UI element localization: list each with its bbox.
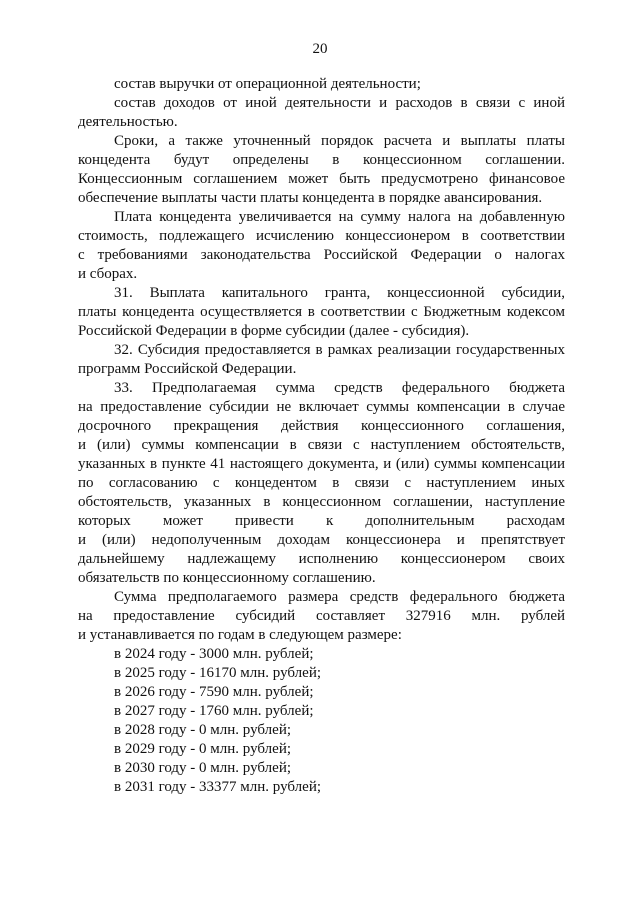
paragraph-other-income [78,94,565,132]
text-line: и (или) недополученным доходам концессионера и препятствует [78,532,565,548]
list-item: в 2029 году - 0 млн. рублей; [114,741,292,757]
text-line: платы концедента осуществляется в соответствии с Бюджетным кодексом [78,304,565,320]
text-line: 31. Выплата капитального гранта, концессионной субсидии, [114,285,565,301]
list-item: в 2026 году - 7590 млн. рублей; [114,684,314,700]
text-line: 33. Предполагаемая сумма средств федерального бюджета [114,380,565,396]
text-line: состав доходов от иной деятельности и расходов в связи с иной [114,95,565,111]
paragraph-32 [78,341,565,379]
page-number: 20 [312,41,328,57]
text-line: которых может привести к дополнительным расходам [78,513,565,529]
text-line: деятельностью. [78,114,178,130]
list-item: в 2024 году - 3000 млн. рублей; [114,646,314,662]
text-line: Сроки, а также уточненный порядок расчета и выплаты платы [114,133,565,149]
text-line: состав выручки от операционной деятельности; [114,76,421,92]
text-line: и (или) суммы компенсации в связи с наступлением обстоятельств, [78,437,565,453]
text-line: Плата концедента увеличивается на сумму налога на добавленную [114,209,565,225]
document-body [78,75,565,797]
yearly-amounts-list [78,645,565,797]
text-line: Сумма предполагаемого размера средств федерального бюджета [114,589,565,605]
paragraph-vat [78,208,565,284]
paragraph-budget-sum [78,588,565,645]
paragraph-31 [78,284,565,341]
text-line: на предоставление субсидий составляет 327916 млн. рублей [78,608,565,624]
text-line: обстоятельств, указанных в концессионном соглашении, наступление [78,494,565,510]
list-item: в 2025 году - 16170 млн. рублей; [114,665,322,681]
paragraph-revenue [78,75,565,94]
text-line: обеспечение выплаты части платы концедента в порядке авансирования. [78,190,543,206]
paragraph-33 [78,379,565,588]
text-line: концедента будут определены в концессионном соглашении. [78,152,565,168]
list-item: в 2028 году - 0 млн. рублей; [114,722,292,738]
text-line: по согласованию с концедентом в связи с наступлением иных [78,475,565,491]
text-line: на предоставление субсидии не включает суммы компенсации в случае [78,399,565,415]
text-line: и сборах. [78,266,138,282]
text-line: досрочного прекращения действия концессионного соглашения, [78,418,565,434]
text-line: Концессионным соглашением может быть предусмотрено финансовое [78,171,565,187]
text-line: указанных в пункте 41 настоящего документа, и (или) суммы компенсации [78,456,565,472]
text-line: дальнейшему надлежащему исполнению концессионером своих [78,551,565,567]
paragraph-terms [78,132,565,208]
list-item: в 2031 году - 33377 млн. рублей; [114,779,322,795]
text-line: с требованиями законодательства Российской Федерации о налогах [78,247,565,263]
list-item: в 2030 году - 0 млн. рублей; [114,760,292,776]
text-line: обязательств по концессионному соглашению. [78,570,376,586]
text-line: и устанавливается по годам в следующем размере: [78,627,402,643]
text-line: стоимость, подлежащего исчислению концессионером в соответствии [78,228,565,244]
text-line: программ Российской Федерации. [78,361,297,377]
list-item: в 2027 году - 1760 млн. рублей; [114,703,314,719]
text-line: 32. Субсидия предоставляется в рамках реализации государственных [114,342,565,358]
text-line: Российской Федерации в форме субсидии (далее - субсидия). [78,323,470,339]
